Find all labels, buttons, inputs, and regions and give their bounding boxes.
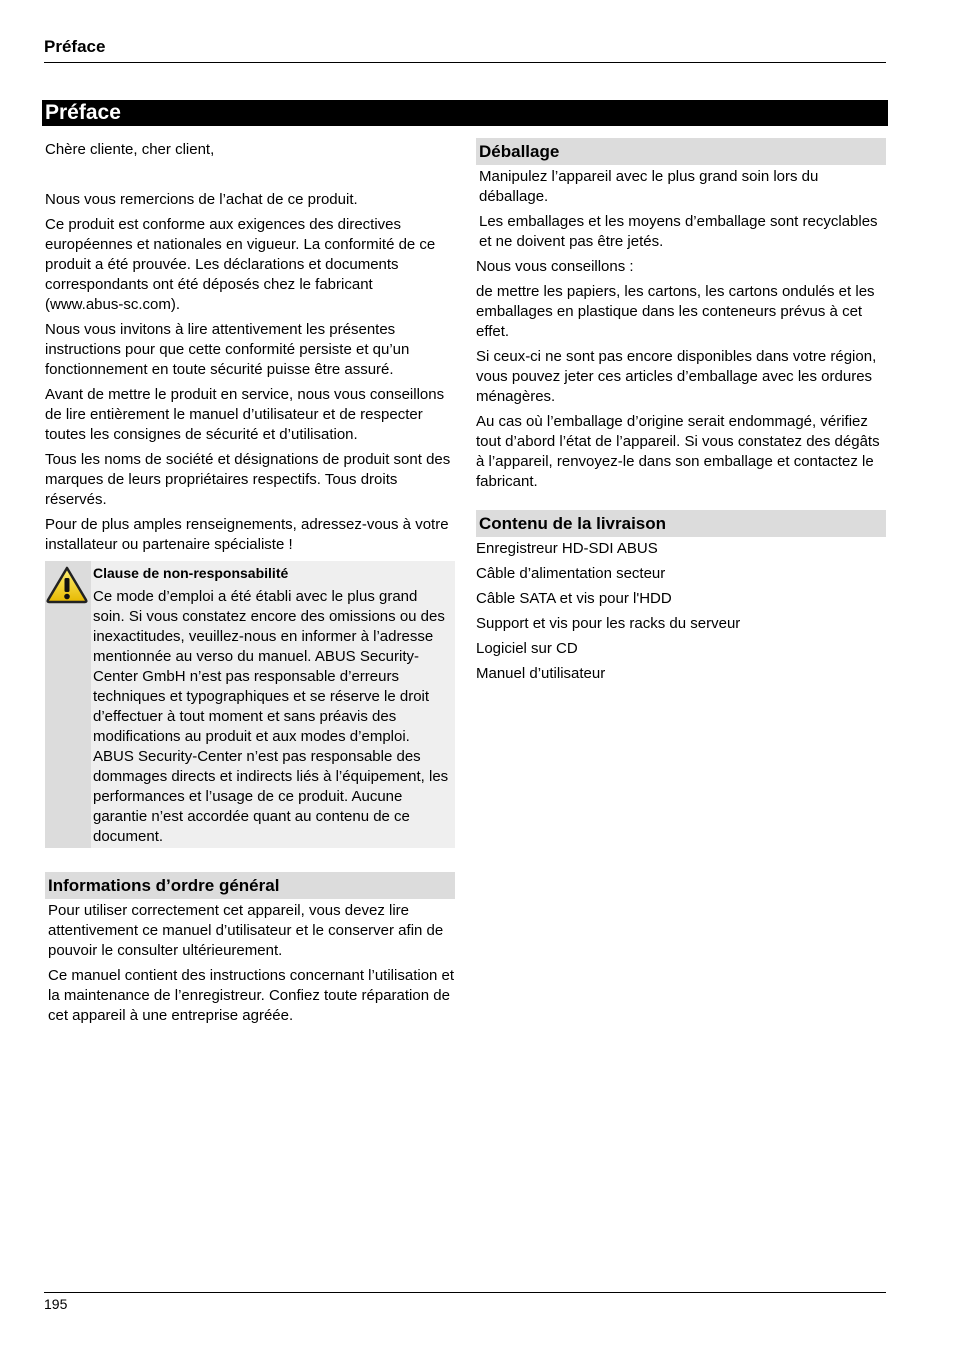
- page-number: 195: [44, 1296, 68, 1312]
- section-heading-general-info: Informations d’ordre général: [45, 872, 455, 899]
- disclaimer-title: Clause de non-responsabilité: [93, 565, 289, 581]
- greeting: Chère cliente, cher client,: [45, 141, 215, 158]
- section-heading-contents: Contenu de la livraison: [476, 510, 886, 537]
- paragraph: Les emballages et les moyens d’emballage sont recyclables et ne doivent pas être jetés.: [479, 213, 878, 250]
- warning-icon: [45, 565, 89, 605]
- list-item: Câble SATA et vis pour l'HDD: [476, 590, 672, 607]
- general-info-body: [45, 901, 455, 1026]
- list-item: Câble d’alimentation secteur: [476, 565, 666, 582]
- running-header: Préface: [44, 36, 886, 63]
- paragraph: Au cas où l’emballage d’origine serait endommagé, vérifiez tout d’abord l’état de l’appareil. Si vous constatez des dégâts à l’appareil, renvoyez-le dans son emballage et contactez le fabricant.: [476, 413, 880, 490]
- page-title: Préface: [42, 100, 888, 126]
- paragraph: Ce produit est conforme aux exigences des directives européennes et nationales en vigueur. La conformité de ce produit a été prouvée. Les déclarations et documents correspondants ont été déposés chez le fabricant (www.abus-sc.com).: [45, 216, 436, 313]
- list-item: Manuel d’utilisateur: [476, 665, 606, 682]
- paragraph: Tous les noms de société et désignations de produit sont des marques de leurs propriétaires respectifs. Tous droits réservés.: [45, 451, 451, 508]
- warning-icon-column: [45, 561, 91, 848]
- paragraph: Nous vous conseillons :: [476, 258, 634, 275]
- list-item: Enregistreur HD-SDI ABUS: [476, 540, 658, 557]
- paragraph: Manipulez l’appareil avec le plus grand soin lors du déballage.: [479, 168, 819, 205]
- left-column: [45, 140, 455, 1031]
- contents-list: [476, 539, 886, 684]
- paragraph: Pour utiliser correctement cet appareil, vous devez lire attentivement ce manuel d’utilisateur et le conserver afin de pouvoir le consulter ultérieurement.: [48, 902, 444, 959]
- list-item: Logiciel sur CD: [476, 640, 578, 657]
- spacer: [45, 165, 455, 190]
- paragraph: Nous vous remercions de l’achat de ce produit.: [45, 191, 358, 208]
- paragraph: Ce manuel contient des instructions concernant l’utilisation et la maintenance de l’enregistreur. Confiez toute réparation de cet appareil à une entreprise agréée.: [48, 967, 455, 1024]
- paragraph: Si ceux-ci ne sont pas encore disponibles dans votre région, vous pouvez jeter ces articles d’emballage avec les ordures ménagères.: [476, 348, 877, 405]
- paragraph: de mettre les papiers, les cartons, les cartons ondulés et les emballages en plastique dans les conteneurs prévus à cet effet.: [476, 283, 875, 340]
- section-heading-unpacking: Déballage: [476, 138, 886, 165]
- list-item: Support et vis pour les racks du serveur: [476, 615, 741, 632]
- footer-divider: [44, 1292, 886, 1293]
- paragraph: Nous vous invitons à lire attentivement les présentes instructions pour que cette conformité persiste et qu’un fonctionnement en toute sécurité puisse être assuré.: [45, 321, 410, 378]
- unpacking-indented: [476, 167, 886, 252]
- disclaimer-box: [45, 561, 455, 848]
- paragraph: Avant de mettre le produit en service, nous vous conseillons de lire entièrement le manuel d’utilisateur et de respecter toutes les consignes de sécurité et d’utilisation.: [45, 386, 445, 443]
- spacer: [476, 497, 886, 510]
- disclaimer-body: Ce mode d’emploi a été établi avec le plus grand soin. Si vous constatez encore des omissions ou des inexactitudes, veuillez-nous en informer à l’adresse mentionnée au verso du manuel. ABUS Security-Center GmbH n’est pas responsable d’erreurs techniques et typographiques et se réserve le droit d’effectuer à tout moment et sans préavis des modifications au produit et aux modes d’emploi. ABUS Security-Center n’est pas responsable des dommages directs et indirects liés à l’équipement, les performances et l’usage de ce produit. Aucune garantie n’est accordée quant au contenu de ce document.: [93, 588, 449, 845]
- paragraph: Pour de plus amples renseignements, adressez-vous à votre installateur ou partenaire spécialiste !: [45, 516, 449, 553]
- disclaimer-text: [91, 563, 455, 847]
- right-column: [476, 138, 886, 689]
